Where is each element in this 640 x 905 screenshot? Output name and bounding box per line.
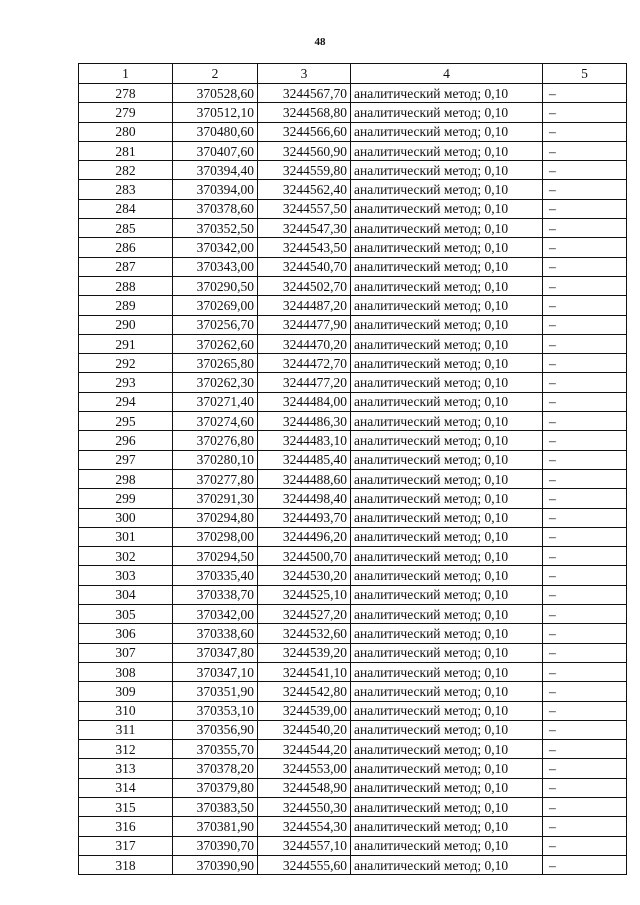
x-coordinate-cell: 370343,00 <box>173 257 258 276</box>
y-coordinate-cell: 3244493,70 <box>258 508 351 527</box>
method-accuracy-cell: аналитический метод; 0,10 <box>351 701 543 720</box>
y-coordinate-cell: 3244550,30 <box>258 797 351 816</box>
table-row <box>79 392 627 411</box>
method-accuracy-cell: аналитический метод; 0,10 <box>351 103 543 122</box>
x-coordinate-cell: 370355,70 <box>173 740 258 759</box>
y-coordinate-cell: 3244559,80 <box>258 161 351 180</box>
x-coordinate-cell: 370335,40 <box>173 566 258 585</box>
x-coordinate-cell: 370383,50 <box>173 797 258 816</box>
note-cell: – <box>543 759 627 778</box>
x-coordinate-cell: 370407,60 <box>173 141 258 160</box>
method-accuracy-cell: аналитический метод; 0,10 <box>351 643 543 662</box>
point-number-cell: 280 <box>79 122 173 141</box>
method-accuracy-cell: аналитический метод; 0,10 <box>351 180 543 199</box>
method-accuracy-cell: аналитический метод; 0,10 <box>351 276 543 295</box>
header-cell-5: 5 <box>543 64 627 84</box>
method-accuracy-cell: аналитический метод; 0,10 <box>351 489 543 508</box>
point-number-cell: 317 <box>79 836 173 855</box>
header-cell-3: 3 <box>258 64 351 84</box>
method-accuracy-cell: аналитический метод; 0,10 <box>351 662 543 681</box>
y-coordinate-cell: 3244553,00 <box>258 759 351 778</box>
note-cell: – <box>543 141 627 160</box>
y-coordinate-cell: 3244567,70 <box>258 84 351 103</box>
coordinates-table <box>78 63 627 875</box>
table-row <box>79 431 627 450</box>
method-accuracy-cell: аналитический метод; 0,10 <box>351 566 543 585</box>
note-cell: – <box>543 161 627 180</box>
method-accuracy-cell: аналитический метод; 0,10 <box>351 315 543 334</box>
method-accuracy-cell: аналитический метод; 0,10 <box>351 817 543 836</box>
table-row <box>79 161 627 180</box>
method-accuracy-cell: аналитический метод; 0,10 <box>351 527 543 546</box>
table-row <box>79 296 627 315</box>
note-cell: – <box>543 103 627 122</box>
table-row <box>79 605 627 624</box>
point-number-cell: 295 <box>79 412 173 431</box>
page-number: 48 <box>314 36 326 48</box>
y-coordinate-cell: 3244541,10 <box>258 662 351 681</box>
header-cell-4: 4 <box>351 64 543 84</box>
x-coordinate-cell: 370347,10 <box>173 662 258 681</box>
table-row <box>79 489 627 508</box>
y-coordinate-cell: 3244557,50 <box>258 199 351 218</box>
note-cell: – <box>543 720 627 739</box>
x-coordinate-cell: 370480,60 <box>173 122 258 141</box>
point-number-cell: 299 <box>79 489 173 508</box>
y-coordinate-cell: 3244560,90 <box>258 141 351 160</box>
x-coordinate-cell: 370390,90 <box>173 855 258 874</box>
note-cell: – <box>543 682 627 701</box>
point-number-cell: 282 <box>79 161 173 180</box>
x-coordinate-cell: 370280,10 <box>173 450 258 469</box>
point-number-cell: 318 <box>79 855 173 874</box>
method-accuracy-cell: аналитический метод; 0,10 <box>351 605 543 624</box>
table-row <box>79 141 627 160</box>
method-accuracy-cell: аналитический метод; 0,10 <box>351 624 543 643</box>
x-coordinate-cell: 370276,80 <box>173 431 258 450</box>
x-coordinate-cell: 370298,00 <box>173 527 258 546</box>
x-coordinate-cell: 370378,20 <box>173 759 258 778</box>
y-coordinate-cell: 3244498,40 <box>258 489 351 508</box>
point-number-cell: 294 <box>79 392 173 411</box>
note-cell: – <box>543 257 627 276</box>
y-coordinate-cell: 3244548,90 <box>258 778 351 797</box>
y-coordinate-cell: 3244472,70 <box>258 354 351 373</box>
x-coordinate-cell: 370379,80 <box>173 778 258 797</box>
point-number-cell: 293 <box>79 373 173 392</box>
x-coordinate-cell: 370262,30 <box>173 373 258 392</box>
header-cell-2: 2 <box>173 64 258 84</box>
note-cell: – <box>543 836 627 855</box>
table-row <box>79 740 627 759</box>
x-coordinate-cell: 370351,90 <box>173 682 258 701</box>
point-number-cell: 289 <box>79 296 173 315</box>
x-coordinate-cell: 370290,50 <box>173 276 258 295</box>
table-row <box>79 257 627 276</box>
x-coordinate-cell: 370342,00 <box>173 238 258 257</box>
note-cell: – <box>543 547 627 566</box>
y-coordinate-cell: 3244547,30 <box>258 219 351 238</box>
note-cell: – <box>543 296 627 315</box>
point-number-cell: 310 <box>79 701 173 720</box>
note-cell: – <box>543 315 627 334</box>
point-number-cell: 302 <box>79 547 173 566</box>
y-coordinate-cell: 3244543,50 <box>258 238 351 257</box>
point-number-cell: 312 <box>79 740 173 759</box>
table-header <box>79 64 627 84</box>
table-row <box>79 701 627 720</box>
point-number-cell: 283 <box>79 180 173 199</box>
table-row <box>79 566 627 585</box>
table-row <box>79 547 627 566</box>
point-number-cell: 313 <box>79 759 173 778</box>
note-cell: – <box>543 527 627 546</box>
table-row <box>79 180 627 199</box>
y-coordinate-cell: 3244487,20 <box>258 296 351 315</box>
method-accuracy-cell: аналитический метод; 0,10 <box>351 720 543 739</box>
note-cell: – <box>543 219 627 238</box>
point-number-cell: 314 <box>79 778 173 797</box>
point-number-cell: 311 <box>79 720 173 739</box>
x-coordinate-cell: 370294,50 <box>173 547 258 566</box>
x-coordinate-cell: 370512,10 <box>173 103 258 122</box>
method-accuracy-cell: аналитический метод; 0,10 <box>351 547 543 566</box>
note-cell: – <box>543 662 627 681</box>
table-row <box>79 412 627 431</box>
note-cell: – <box>543 605 627 624</box>
table-row <box>79 662 627 681</box>
method-accuracy-cell: аналитический метод; 0,10 <box>351 219 543 238</box>
note-cell: – <box>543 489 627 508</box>
method-accuracy-cell: аналитический метод; 0,10 <box>351 257 543 276</box>
note-cell: – <box>543 855 627 874</box>
y-coordinate-cell: 3244568,80 <box>258 103 351 122</box>
table-row <box>79 836 627 855</box>
note-cell: – <box>543 276 627 295</box>
note-cell: – <box>543 334 627 353</box>
note-cell: – <box>543 450 627 469</box>
x-coordinate-cell: 370256,70 <box>173 315 258 334</box>
table-row <box>79 199 627 218</box>
table-row <box>79 84 627 103</box>
x-coordinate-cell: 370394,40 <box>173 161 258 180</box>
method-accuracy-cell: аналитический метод; 0,10 <box>351 797 543 816</box>
point-number-cell: 284 <box>79 199 173 218</box>
table-row <box>79 373 627 392</box>
method-accuracy-cell: аналитический метод; 0,10 <box>351 122 543 141</box>
x-coordinate-cell: 370291,30 <box>173 489 258 508</box>
method-accuracy-cell: аналитический метод; 0,10 <box>351 238 543 257</box>
table-row <box>79 238 627 257</box>
y-coordinate-cell: 3244544,20 <box>258 740 351 759</box>
y-coordinate-cell: 3244566,60 <box>258 122 351 141</box>
y-coordinate-cell: 3244488,60 <box>258 469 351 488</box>
note-cell: – <box>543 797 627 816</box>
table-row <box>79 817 627 836</box>
point-number-cell: 292 <box>79 354 173 373</box>
table-row <box>79 469 627 488</box>
y-coordinate-cell: 3244477,90 <box>258 315 351 334</box>
table-row <box>79 354 627 373</box>
table-row <box>79 276 627 295</box>
method-accuracy-cell: аналитический метод; 0,10 <box>351 855 543 874</box>
table-row <box>79 527 627 546</box>
method-accuracy-cell: аналитический метод; 0,10 <box>351 469 543 488</box>
note-cell: – <box>543 778 627 797</box>
y-coordinate-cell: 3244486,30 <box>258 412 351 431</box>
note-cell: – <box>543 180 627 199</box>
point-number-cell: 304 <box>79 585 173 604</box>
method-accuracy-cell: аналитический метод; 0,10 <box>351 199 543 218</box>
note-cell: – <box>543 508 627 527</box>
point-number-cell: 286 <box>79 238 173 257</box>
table-row <box>79 797 627 816</box>
table-row <box>79 720 627 739</box>
note-cell: – <box>543 740 627 759</box>
note-cell: – <box>543 238 627 257</box>
x-coordinate-cell: 370356,90 <box>173 720 258 739</box>
method-accuracy-cell: аналитический метод; 0,10 <box>351 296 543 315</box>
note-cell: – <box>543 643 627 662</box>
y-coordinate-cell: 3244554,30 <box>258 817 351 836</box>
note-cell: – <box>543 373 627 392</box>
note-cell: – <box>543 354 627 373</box>
method-accuracy-cell: аналитический метод; 0,10 <box>351 450 543 469</box>
note-cell: – <box>543 469 627 488</box>
x-coordinate-cell: 370528,60 <box>173 84 258 103</box>
y-coordinate-cell: 3244496,20 <box>258 527 351 546</box>
y-coordinate-cell: 3244485,40 <box>258 450 351 469</box>
x-coordinate-cell: 370265,80 <box>173 354 258 373</box>
y-coordinate-cell: 3244484,00 <box>258 392 351 411</box>
method-accuracy-cell: аналитический метод; 0,10 <box>351 836 543 855</box>
table-row <box>79 624 627 643</box>
table-row <box>79 103 627 122</box>
y-coordinate-cell: 3244483,10 <box>258 431 351 450</box>
note-cell: – <box>543 431 627 450</box>
point-number-cell: 300 <box>79 508 173 527</box>
y-coordinate-cell: 3244525,10 <box>258 585 351 604</box>
point-number-cell: 307 <box>79 643 173 662</box>
table-row <box>79 643 627 662</box>
table-row <box>79 122 627 141</box>
method-accuracy-cell: аналитический метод; 0,10 <box>351 412 543 431</box>
method-accuracy-cell: аналитический метод; 0,10 <box>351 392 543 411</box>
x-coordinate-cell: 370277,80 <box>173 469 258 488</box>
point-number-cell: 290 <box>79 315 173 334</box>
note-cell: – <box>543 122 627 141</box>
y-coordinate-cell: 3244500,70 <box>258 547 351 566</box>
x-coordinate-cell: 370353,10 <box>173 701 258 720</box>
note-cell: – <box>543 392 627 411</box>
method-accuracy-cell: аналитический метод; 0,10 <box>351 84 543 103</box>
x-coordinate-cell: 370274,60 <box>173 412 258 431</box>
x-coordinate-cell: 370347,80 <box>173 643 258 662</box>
method-accuracy-cell: аналитический метод; 0,10 <box>351 161 543 180</box>
table-row <box>79 450 627 469</box>
point-number-cell: 281 <box>79 141 173 160</box>
note-cell: – <box>543 585 627 604</box>
point-number-cell: 278 <box>79 84 173 103</box>
header-row <box>79 64 627 84</box>
y-coordinate-cell: 3244542,80 <box>258 682 351 701</box>
note-cell: – <box>543 412 627 431</box>
table-row <box>79 682 627 701</box>
y-coordinate-cell: 3244539,00 <box>258 701 351 720</box>
point-number-cell: 315 <box>79 797 173 816</box>
note-cell: – <box>543 199 627 218</box>
method-accuracy-cell: аналитический метод; 0,10 <box>351 431 543 450</box>
x-coordinate-cell: 370294,80 <box>173 508 258 527</box>
point-number-cell: 285 <box>79 219 173 238</box>
y-coordinate-cell: 3244532,60 <box>258 624 351 643</box>
table-row <box>79 334 627 353</box>
x-coordinate-cell: 370342,00 <box>173 605 258 624</box>
note-cell: – <box>543 817 627 836</box>
x-coordinate-cell: 370381,90 <box>173 817 258 836</box>
point-number-cell: 279 <box>79 103 173 122</box>
note-cell: – <box>543 624 627 643</box>
y-coordinate-cell: 3244527,20 <box>258 605 351 624</box>
x-coordinate-cell: 370378,60 <box>173 199 258 218</box>
point-number-cell: 306 <box>79 624 173 643</box>
table-body <box>79 84 627 875</box>
y-coordinate-cell: 3244557,10 <box>258 836 351 855</box>
note-cell: – <box>543 566 627 585</box>
y-coordinate-cell: 3244540,20 <box>258 720 351 739</box>
point-number-cell: 288 <box>79 276 173 295</box>
method-accuracy-cell: аналитический метод; 0,10 <box>351 373 543 392</box>
point-number-cell: 301 <box>79 527 173 546</box>
point-number-cell: 308 <box>79 662 173 681</box>
method-accuracy-cell: аналитический метод; 0,10 <box>351 740 543 759</box>
table-row <box>79 219 627 238</box>
point-number-cell: 298 <box>79 469 173 488</box>
header-cell-1: 1 <box>79 64 173 84</box>
point-number-cell: 305 <box>79 605 173 624</box>
x-coordinate-cell: 370338,60 <box>173 624 258 643</box>
y-coordinate-cell: 3244540,70 <box>258 257 351 276</box>
table-row <box>79 508 627 527</box>
method-accuracy-cell: аналитический метод; 0,10 <box>351 682 543 701</box>
note-cell: – <box>543 701 627 720</box>
method-accuracy-cell: аналитический метод; 0,10 <box>351 585 543 604</box>
y-coordinate-cell: 3244555,60 <box>258 855 351 874</box>
x-coordinate-cell: 370390,70 <box>173 836 258 855</box>
table-row <box>79 855 627 874</box>
method-accuracy-cell: аналитический метод; 0,10 <box>351 759 543 778</box>
y-coordinate-cell: 3244539,20 <box>258 643 351 662</box>
y-coordinate-cell: 3244477,20 <box>258 373 351 392</box>
method-accuracy-cell: аналитический метод; 0,10 <box>351 141 543 160</box>
y-coordinate-cell: 3244562,40 <box>258 180 351 199</box>
method-accuracy-cell: аналитический метод; 0,10 <box>351 508 543 527</box>
y-coordinate-cell: 3244502,70 <box>258 276 351 295</box>
x-coordinate-cell: 370271,40 <box>173 392 258 411</box>
table-row <box>79 585 627 604</box>
method-accuracy-cell: аналитический метод; 0,10 <box>351 334 543 353</box>
y-coordinate-cell: 3244470,20 <box>258 334 351 353</box>
x-coordinate-cell: 370262,60 <box>173 334 258 353</box>
point-number-cell: 309 <box>79 682 173 701</box>
table-row <box>79 759 627 778</box>
table-row <box>79 315 627 334</box>
x-coordinate-cell: 370338,70 <box>173 585 258 604</box>
point-number-cell: 296 <box>79 431 173 450</box>
point-number-cell: 297 <box>79 450 173 469</box>
x-coordinate-cell: 370394,00 <box>173 180 258 199</box>
y-coordinate-cell: 3244530,20 <box>258 566 351 585</box>
point-number-cell: 303 <box>79 566 173 585</box>
point-number-cell: 316 <box>79 817 173 836</box>
x-coordinate-cell: 370352,50 <box>173 219 258 238</box>
method-accuracy-cell: аналитический метод; 0,10 <box>351 354 543 373</box>
method-accuracy-cell: аналитический метод; 0,10 <box>351 778 543 797</box>
point-number-cell: 287 <box>79 257 173 276</box>
point-number-cell: 291 <box>79 334 173 353</box>
table-row <box>79 778 627 797</box>
x-coordinate-cell: 370269,00 <box>173 296 258 315</box>
note-cell: – <box>543 84 627 103</box>
